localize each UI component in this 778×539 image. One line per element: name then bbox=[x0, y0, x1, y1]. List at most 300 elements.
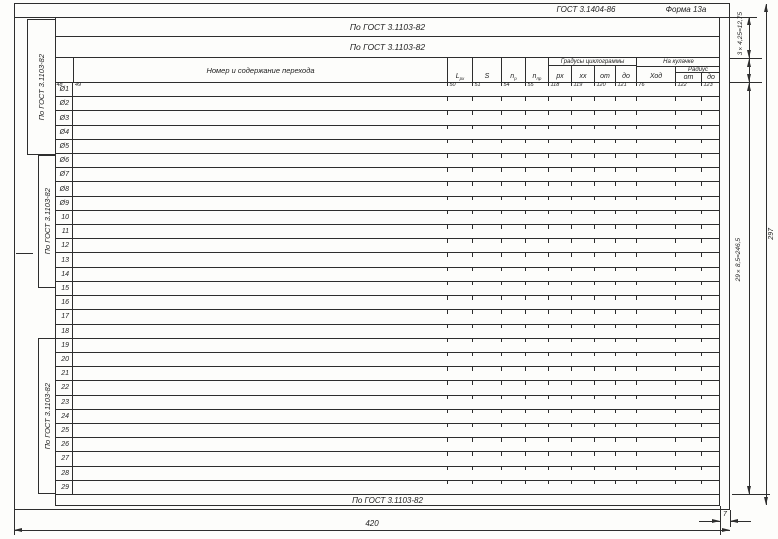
table-row bbox=[55, 139, 720, 153]
column-tick bbox=[548, 325, 549, 329]
column-tick bbox=[525, 296, 526, 300]
column-tick bbox=[615, 467, 616, 471]
column-tick bbox=[548, 182, 549, 186]
column-tick bbox=[636, 253, 637, 257]
column-tick bbox=[675, 111, 676, 115]
column-tick bbox=[447, 381, 448, 385]
column-tick bbox=[615, 396, 616, 400]
column-tick bbox=[675, 282, 676, 286]
column-tick bbox=[675, 225, 676, 229]
table-row bbox=[55, 324, 720, 338]
column-tick bbox=[447, 253, 448, 257]
column-tick bbox=[472, 339, 473, 343]
column-tick bbox=[571, 381, 572, 385]
column-tick bbox=[636, 481, 637, 485]
column-tick bbox=[571, 367, 572, 371]
column-tick bbox=[571, 97, 572, 101]
row-number: 22 bbox=[55, 381, 73, 394]
column-tick bbox=[636, 438, 637, 442]
table-row bbox=[55, 295, 720, 309]
column-tick bbox=[447, 83, 448, 87]
column-ref-number: 76 bbox=[638, 82, 645, 88]
column-tick bbox=[594, 396, 595, 400]
column-tick bbox=[548, 97, 549, 101]
column-tick bbox=[615, 438, 616, 442]
column-tick bbox=[501, 253, 502, 257]
table-row bbox=[55, 210, 720, 224]
group-header-cyclogram-degrees: Градусы циклограммы bbox=[548, 58, 636, 66]
table-row bbox=[55, 238, 720, 252]
column-tick bbox=[701, 481, 702, 485]
column-header-hh: хх bbox=[571, 66, 594, 82]
column-tick bbox=[701, 325, 702, 329]
row-number: 15 bbox=[55, 282, 73, 295]
column-tick bbox=[525, 97, 526, 101]
table-row bbox=[55, 196, 720, 210]
column-tick bbox=[701, 168, 702, 172]
dimension-arrow-icon bbox=[747, 50, 751, 58]
column-tick bbox=[472, 452, 473, 456]
table-row bbox=[55, 153, 720, 167]
extension-line-body-top bbox=[730, 82, 762, 83]
column-tick bbox=[675, 396, 676, 400]
column-tick bbox=[571, 111, 572, 115]
column-tick bbox=[525, 253, 526, 257]
row-number: 17 bbox=[55, 310, 73, 323]
column-tick bbox=[447, 367, 448, 371]
column-tick bbox=[636, 282, 637, 286]
column-tick bbox=[501, 111, 502, 115]
dimension-arrow-icon bbox=[747, 74, 751, 82]
column-tick bbox=[525, 452, 526, 456]
column-ref-number: 54 bbox=[503, 82, 510, 88]
column-tick bbox=[571, 168, 572, 172]
column-tick bbox=[501, 268, 502, 272]
dimension-margin-right: 7 bbox=[723, 511, 727, 518]
column-tick bbox=[571, 83, 572, 87]
table-row bbox=[55, 167, 720, 181]
column-tick bbox=[701, 197, 702, 201]
column-tick bbox=[636, 168, 637, 172]
column-tick bbox=[501, 438, 502, 442]
column-ref-number: 122 bbox=[677, 82, 687, 88]
column-tick bbox=[472, 296, 473, 300]
column-tick bbox=[571, 424, 572, 428]
column-tick bbox=[472, 239, 473, 243]
dimension-rows-height: 29×8,5=246,5 bbox=[735, 238, 742, 282]
column-ref-number: 50 bbox=[449, 82, 456, 88]
column-tick bbox=[594, 282, 595, 286]
column-tick bbox=[472, 126, 473, 130]
column-tick bbox=[525, 168, 526, 172]
row-number: Ø7 bbox=[55, 168, 73, 181]
column-tick bbox=[447, 339, 448, 343]
column-tick bbox=[525, 310, 526, 314]
column-tick bbox=[615, 197, 616, 201]
column-tick bbox=[636, 239, 637, 243]
row-number: Ø6 bbox=[55, 154, 73, 167]
row-number: 25 bbox=[55, 424, 73, 437]
column-tick bbox=[548, 396, 549, 400]
column-tick bbox=[548, 239, 549, 243]
column-tick bbox=[447, 197, 448, 201]
column-tick bbox=[447, 126, 448, 130]
column-tick bbox=[525, 154, 526, 158]
column-tick bbox=[675, 197, 676, 201]
column-tick bbox=[501, 467, 502, 471]
column-tick bbox=[501, 353, 502, 357]
column-tick bbox=[525, 282, 526, 286]
column-tick bbox=[525, 339, 526, 343]
column-tick bbox=[548, 381, 549, 385]
column-tick bbox=[501, 367, 502, 371]
column-tick bbox=[594, 325, 595, 329]
column-tick bbox=[636, 225, 637, 229]
column-ref-number: 48 bbox=[56, 82, 63, 88]
column-tick bbox=[472, 168, 473, 172]
column-tick bbox=[571, 154, 572, 158]
dimension-arrow-icon bbox=[747, 59, 751, 67]
row-number: 24 bbox=[55, 410, 73, 423]
extension-line-body-bottom bbox=[732, 494, 770, 495]
column-tick bbox=[675, 168, 676, 172]
column-tick bbox=[525, 424, 526, 428]
column-tick bbox=[636, 97, 637, 101]
column-tick bbox=[571, 296, 572, 300]
column-tick bbox=[548, 211, 549, 215]
column-tick bbox=[675, 381, 676, 385]
column-tick bbox=[548, 126, 549, 130]
column-tick bbox=[594, 111, 595, 115]
column-tick bbox=[571, 467, 572, 471]
column-tick bbox=[594, 140, 595, 144]
column-tick bbox=[501, 452, 502, 456]
column-tick bbox=[701, 97, 702, 101]
dimension-arrow-icon bbox=[747, 83, 751, 91]
column-header-ot: от bbox=[594, 66, 615, 82]
row-number: 26 bbox=[55, 438, 73, 451]
column-tick bbox=[571, 268, 572, 272]
footer-row bbox=[55, 494, 720, 506]
column-header-radius-do: до bbox=[701, 73, 720, 82]
column-tick bbox=[525, 197, 526, 201]
column-tick bbox=[525, 410, 526, 414]
table-row bbox=[55, 409, 720, 423]
column-tick bbox=[571, 452, 572, 456]
column-tick bbox=[571, 282, 572, 286]
column-tick bbox=[701, 339, 702, 343]
column-tick bbox=[636, 381, 637, 385]
dimension-arrow-icon bbox=[747, 486, 751, 494]
row-number: 23 bbox=[55, 396, 73, 409]
column-tick bbox=[472, 481, 473, 485]
column-tick bbox=[615, 83, 616, 87]
dimension-line-sheet-width bbox=[14, 530, 730, 531]
column-tick bbox=[615, 282, 616, 286]
column-tick bbox=[571, 126, 572, 130]
column-tick bbox=[548, 467, 549, 471]
column-tick bbox=[447, 396, 448, 400]
column-tick bbox=[447, 353, 448, 357]
footer-label: По ГОСТ 3.1103-82 bbox=[352, 496, 423, 505]
column-tick bbox=[594, 197, 595, 201]
column-tick bbox=[447, 410, 448, 414]
row-number: 27 bbox=[55, 452, 73, 465]
column-tick bbox=[472, 353, 473, 357]
column-tick bbox=[675, 268, 676, 272]
column-tick bbox=[447, 225, 448, 229]
column-tick bbox=[571, 239, 572, 243]
column-tick bbox=[675, 211, 676, 215]
column-ref-number: 123 bbox=[703, 82, 713, 88]
column-tick bbox=[447, 296, 448, 300]
table-row bbox=[55, 125, 720, 139]
column-tick bbox=[615, 140, 616, 144]
column-tick bbox=[501, 197, 502, 201]
column-tick bbox=[525, 211, 526, 215]
column-tick bbox=[447, 424, 448, 428]
column-tick bbox=[675, 325, 676, 329]
column-tick bbox=[615, 296, 616, 300]
column-tick bbox=[501, 424, 502, 428]
header-row-1-label: По ГОСТ 3.1103-82 bbox=[349, 21, 426, 32]
column-tick bbox=[594, 339, 595, 343]
column-tick bbox=[701, 154, 702, 158]
column-tick bbox=[675, 97, 676, 101]
row-number: 19 bbox=[55, 339, 73, 352]
column-tick bbox=[525, 83, 526, 87]
column-tick bbox=[571, 396, 572, 400]
column-tick bbox=[636, 396, 637, 400]
column-tick bbox=[501, 282, 502, 286]
column-tick bbox=[636, 410, 637, 414]
column-tick bbox=[447, 452, 448, 456]
column-tick bbox=[594, 182, 595, 186]
column-tick bbox=[636, 182, 637, 186]
column-tick bbox=[548, 253, 549, 257]
column-tick bbox=[501, 126, 502, 130]
dimension-sheet-height: 297 bbox=[768, 228, 775, 240]
row-number: 16 bbox=[55, 296, 73, 309]
column-tick bbox=[472, 282, 473, 286]
column-tick bbox=[525, 239, 526, 243]
column-tick bbox=[615, 253, 616, 257]
column-tick bbox=[548, 367, 549, 371]
column-tick bbox=[594, 296, 595, 300]
column-tick bbox=[472, 97, 473, 101]
column-tick bbox=[701, 396, 702, 400]
column-tick bbox=[594, 353, 595, 357]
column-tick bbox=[594, 424, 595, 428]
column-tick bbox=[571, 410, 572, 414]
side-label-box-3 bbox=[38, 338, 56, 494]
column-tick bbox=[675, 239, 676, 243]
column-tick bbox=[615, 168, 616, 172]
column-tick bbox=[447, 438, 448, 442]
table-row bbox=[55, 96, 720, 110]
column-tick bbox=[594, 481, 595, 485]
extension-line-header bbox=[730, 58, 762, 59]
column-tick bbox=[615, 268, 616, 272]
dimension-sheet-width: 420 bbox=[365, 519, 379, 528]
dimension-line-sheet-height bbox=[766, 4, 767, 505]
column-tick bbox=[594, 225, 595, 229]
dimension-header-height: 3×4,25=12,75 bbox=[737, 12, 744, 56]
column-header-radius-ot: от bbox=[675, 73, 701, 82]
group-header-radius: Радиус bbox=[675, 66, 720, 73]
column-tick bbox=[636, 154, 637, 158]
column-tick bbox=[636, 467, 637, 471]
column-tick bbox=[636, 310, 637, 314]
column-tick bbox=[447, 154, 448, 158]
dimension-arrow-icon bbox=[722, 528, 730, 532]
column-tick bbox=[472, 253, 473, 257]
column-tick bbox=[615, 410, 616, 414]
column-tick bbox=[447, 111, 448, 115]
column-tick bbox=[594, 168, 595, 172]
column-tick bbox=[548, 438, 549, 442]
column-tick bbox=[472, 140, 473, 144]
table-row bbox=[55, 252, 720, 266]
column-tick bbox=[472, 424, 473, 428]
column-tick bbox=[615, 225, 616, 229]
column-tick bbox=[675, 367, 676, 371]
table-row bbox=[55, 480, 720, 494]
column-tick bbox=[525, 467, 526, 471]
column-tick bbox=[615, 381, 616, 385]
column-tick bbox=[615, 424, 616, 428]
column-tick bbox=[675, 438, 676, 442]
column-tick bbox=[615, 211, 616, 215]
column-tick bbox=[501, 339, 502, 343]
column-tick bbox=[472, 211, 473, 215]
table-row bbox=[55, 181, 720, 195]
table-row bbox=[55, 366, 720, 380]
header-row-2-label: По ГОСТ 3.1103-82 bbox=[349, 42, 426, 52]
column-tick bbox=[548, 268, 549, 272]
column-tick bbox=[615, 367, 616, 371]
column-tick bbox=[571, 140, 572, 144]
column-tick bbox=[636, 452, 637, 456]
column-tick bbox=[472, 310, 473, 314]
column-tick bbox=[636, 211, 637, 215]
column-tick bbox=[472, 410, 473, 414]
column-tick bbox=[472, 111, 473, 115]
column-tick bbox=[594, 438, 595, 442]
column-tick bbox=[594, 211, 595, 215]
column-tick bbox=[636, 296, 637, 300]
column-ref-number: 49 bbox=[75, 82, 82, 88]
column-tick bbox=[594, 97, 595, 101]
table-row bbox=[55, 466, 720, 480]
column-tick bbox=[525, 381, 526, 385]
main-column-header bbox=[73, 58, 447, 82]
column-tick bbox=[472, 438, 473, 442]
column-tick bbox=[636, 268, 637, 272]
column-tick bbox=[636, 83, 637, 87]
column-tick bbox=[525, 111, 526, 115]
column-header-npr: n пр bbox=[525, 58, 548, 82]
column-header-lpx: L рх bbox=[447, 58, 472, 82]
column-tick bbox=[636, 325, 637, 329]
column-tick bbox=[675, 253, 676, 257]
column-tick bbox=[501, 97, 502, 101]
table-row bbox=[55, 437, 720, 451]
column-tick bbox=[594, 253, 595, 257]
column-tick bbox=[525, 438, 526, 442]
column-tick bbox=[615, 481, 616, 485]
column-tick bbox=[472, 467, 473, 471]
column-tick bbox=[636, 111, 637, 115]
row-number: 29 bbox=[55, 481, 73, 494]
column-tick bbox=[701, 211, 702, 215]
column-tick bbox=[571, 225, 572, 229]
column-tick bbox=[594, 452, 595, 456]
dimension-arrow-icon bbox=[730, 519, 738, 523]
column-tick bbox=[525, 353, 526, 357]
column-tick bbox=[571, 325, 572, 329]
column-tick bbox=[501, 410, 502, 414]
dimension-arrow-icon bbox=[14, 528, 22, 532]
column-tick bbox=[675, 424, 676, 428]
column-tick bbox=[548, 225, 549, 229]
column-ref-number: 55 bbox=[527, 82, 534, 88]
column-tick bbox=[615, 310, 616, 314]
column-tick bbox=[447, 168, 448, 172]
column-tick bbox=[675, 83, 676, 87]
column-tick bbox=[447, 481, 448, 485]
table-row bbox=[55, 110, 720, 124]
column-tick bbox=[615, 154, 616, 158]
column-tick bbox=[594, 467, 595, 471]
row-number: 20 bbox=[55, 353, 73, 366]
column-tick bbox=[472, 367, 473, 371]
column-tick bbox=[501, 481, 502, 485]
column-tick bbox=[571, 481, 572, 485]
table-row bbox=[55, 395, 720, 409]
dimension-arrow-icon bbox=[747, 17, 751, 25]
column-tick bbox=[548, 310, 549, 314]
column-tick bbox=[548, 154, 549, 158]
column-tick bbox=[447, 467, 448, 471]
column-tick bbox=[472, 325, 473, 329]
side-label-box-2 bbox=[38, 155, 56, 288]
row-number: 18 bbox=[55, 325, 73, 338]
column-tick bbox=[636, 367, 637, 371]
column-header-rh: рх bbox=[548, 66, 571, 82]
row-number: Ø8 bbox=[55, 182, 73, 195]
column-tick bbox=[594, 410, 595, 414]
column-tick bbox=[501, 296, 502, 300]
standard-designation: ГОСТ 3.1404-86 bbox=[556, 5, 616, 14]
column-tick bbox=[594, 381, 595, 385]
row-number: Ø9 bbox=[55, 197, 73, 210]
table-row bbox=[55, 380, 720, 394]
column-tick bbox=[675, 296, 676, 300]
column-tick bbox=[472, 381, 473, 385]
column-tick bbox=[472, 197, 473, 201]
column-tick bbox=[447, 211, 448, 215]
column-tick bbox=[701, 239, 702, 243]
column-tick bbox=[447, 182, 448, 186]
side-label-2: По ГОСТ 3.1103-82 bbox=[42, 188, 52, 255]
column-tick bbox=[636, 126, 637, 130]
table-row bbox=[55, 309, 720, 323]
column-tick bbox=[501, 325, 502, 329]
column-tick bbox=[571, 197, 572, 201]
row-number: 28 bbox=[55, 467, 73, 480]
column-tick bbox=[525, 182, 526, 186]
